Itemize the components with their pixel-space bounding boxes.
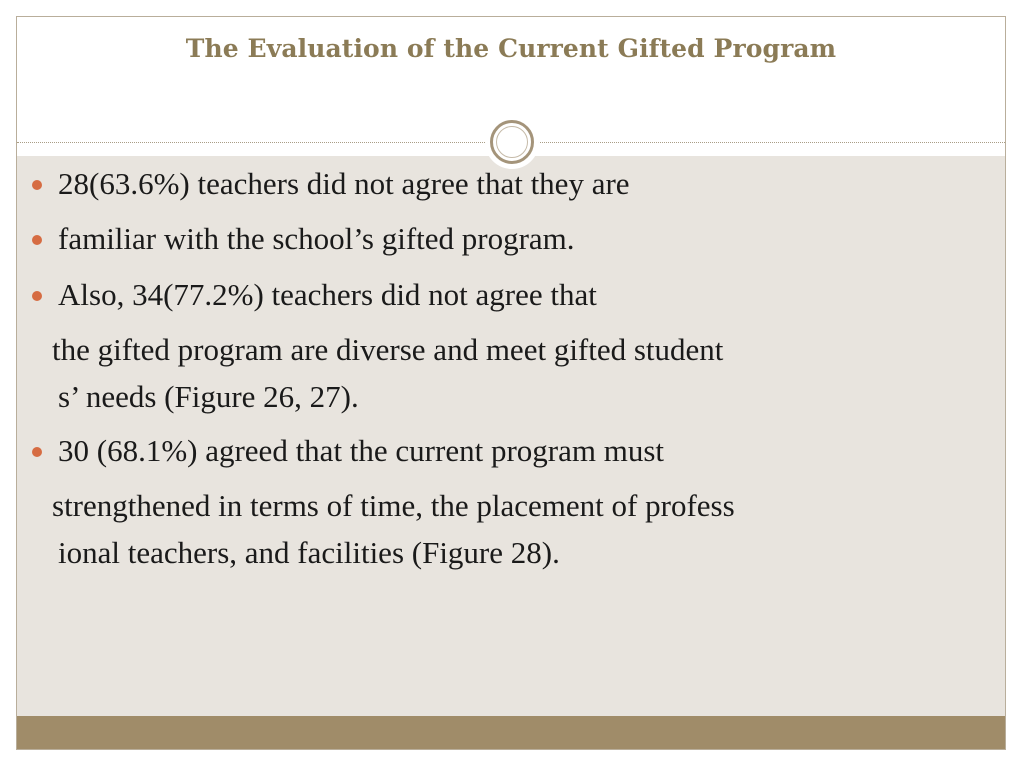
bullet-icon [32,291,42,301]
bullet-text: Also, 34(77.2%) teachers did not agree that [58,277,597,312]
wrapped-text: ional teachers, and facilities (Figure 28). [58,535,560,570]
ornament-ring-inner [496,126,528,158]
bullet-icon [32,447,42,457]
bullet-text: familiar with the school’s gifted program. [58,221,575,256]
continuation-text: strengthened in terms of time, the placement of profess [52,488,735,523]
bullet-icon [32,180,42,190]
continuation-text: the gifted program are diverse and meet gifted student [52,332,724,367]
bullet-text: 28(63.6%) teachers did not agree that they are [58,166,630,201]
bullet-icon [32,235,42,245]
footer-bar [17,716,1005,750]
wrapped-text: s’ needs (Figure 26, 27). [58,379,359,414]
bullet-text: 30 (68.1%) agreed that the current program must [58,433,665,468]
slide-title: The Evaluation of the Current Gifted Program [185,34,837,63]
ornament-ring [490,120,534,164]
